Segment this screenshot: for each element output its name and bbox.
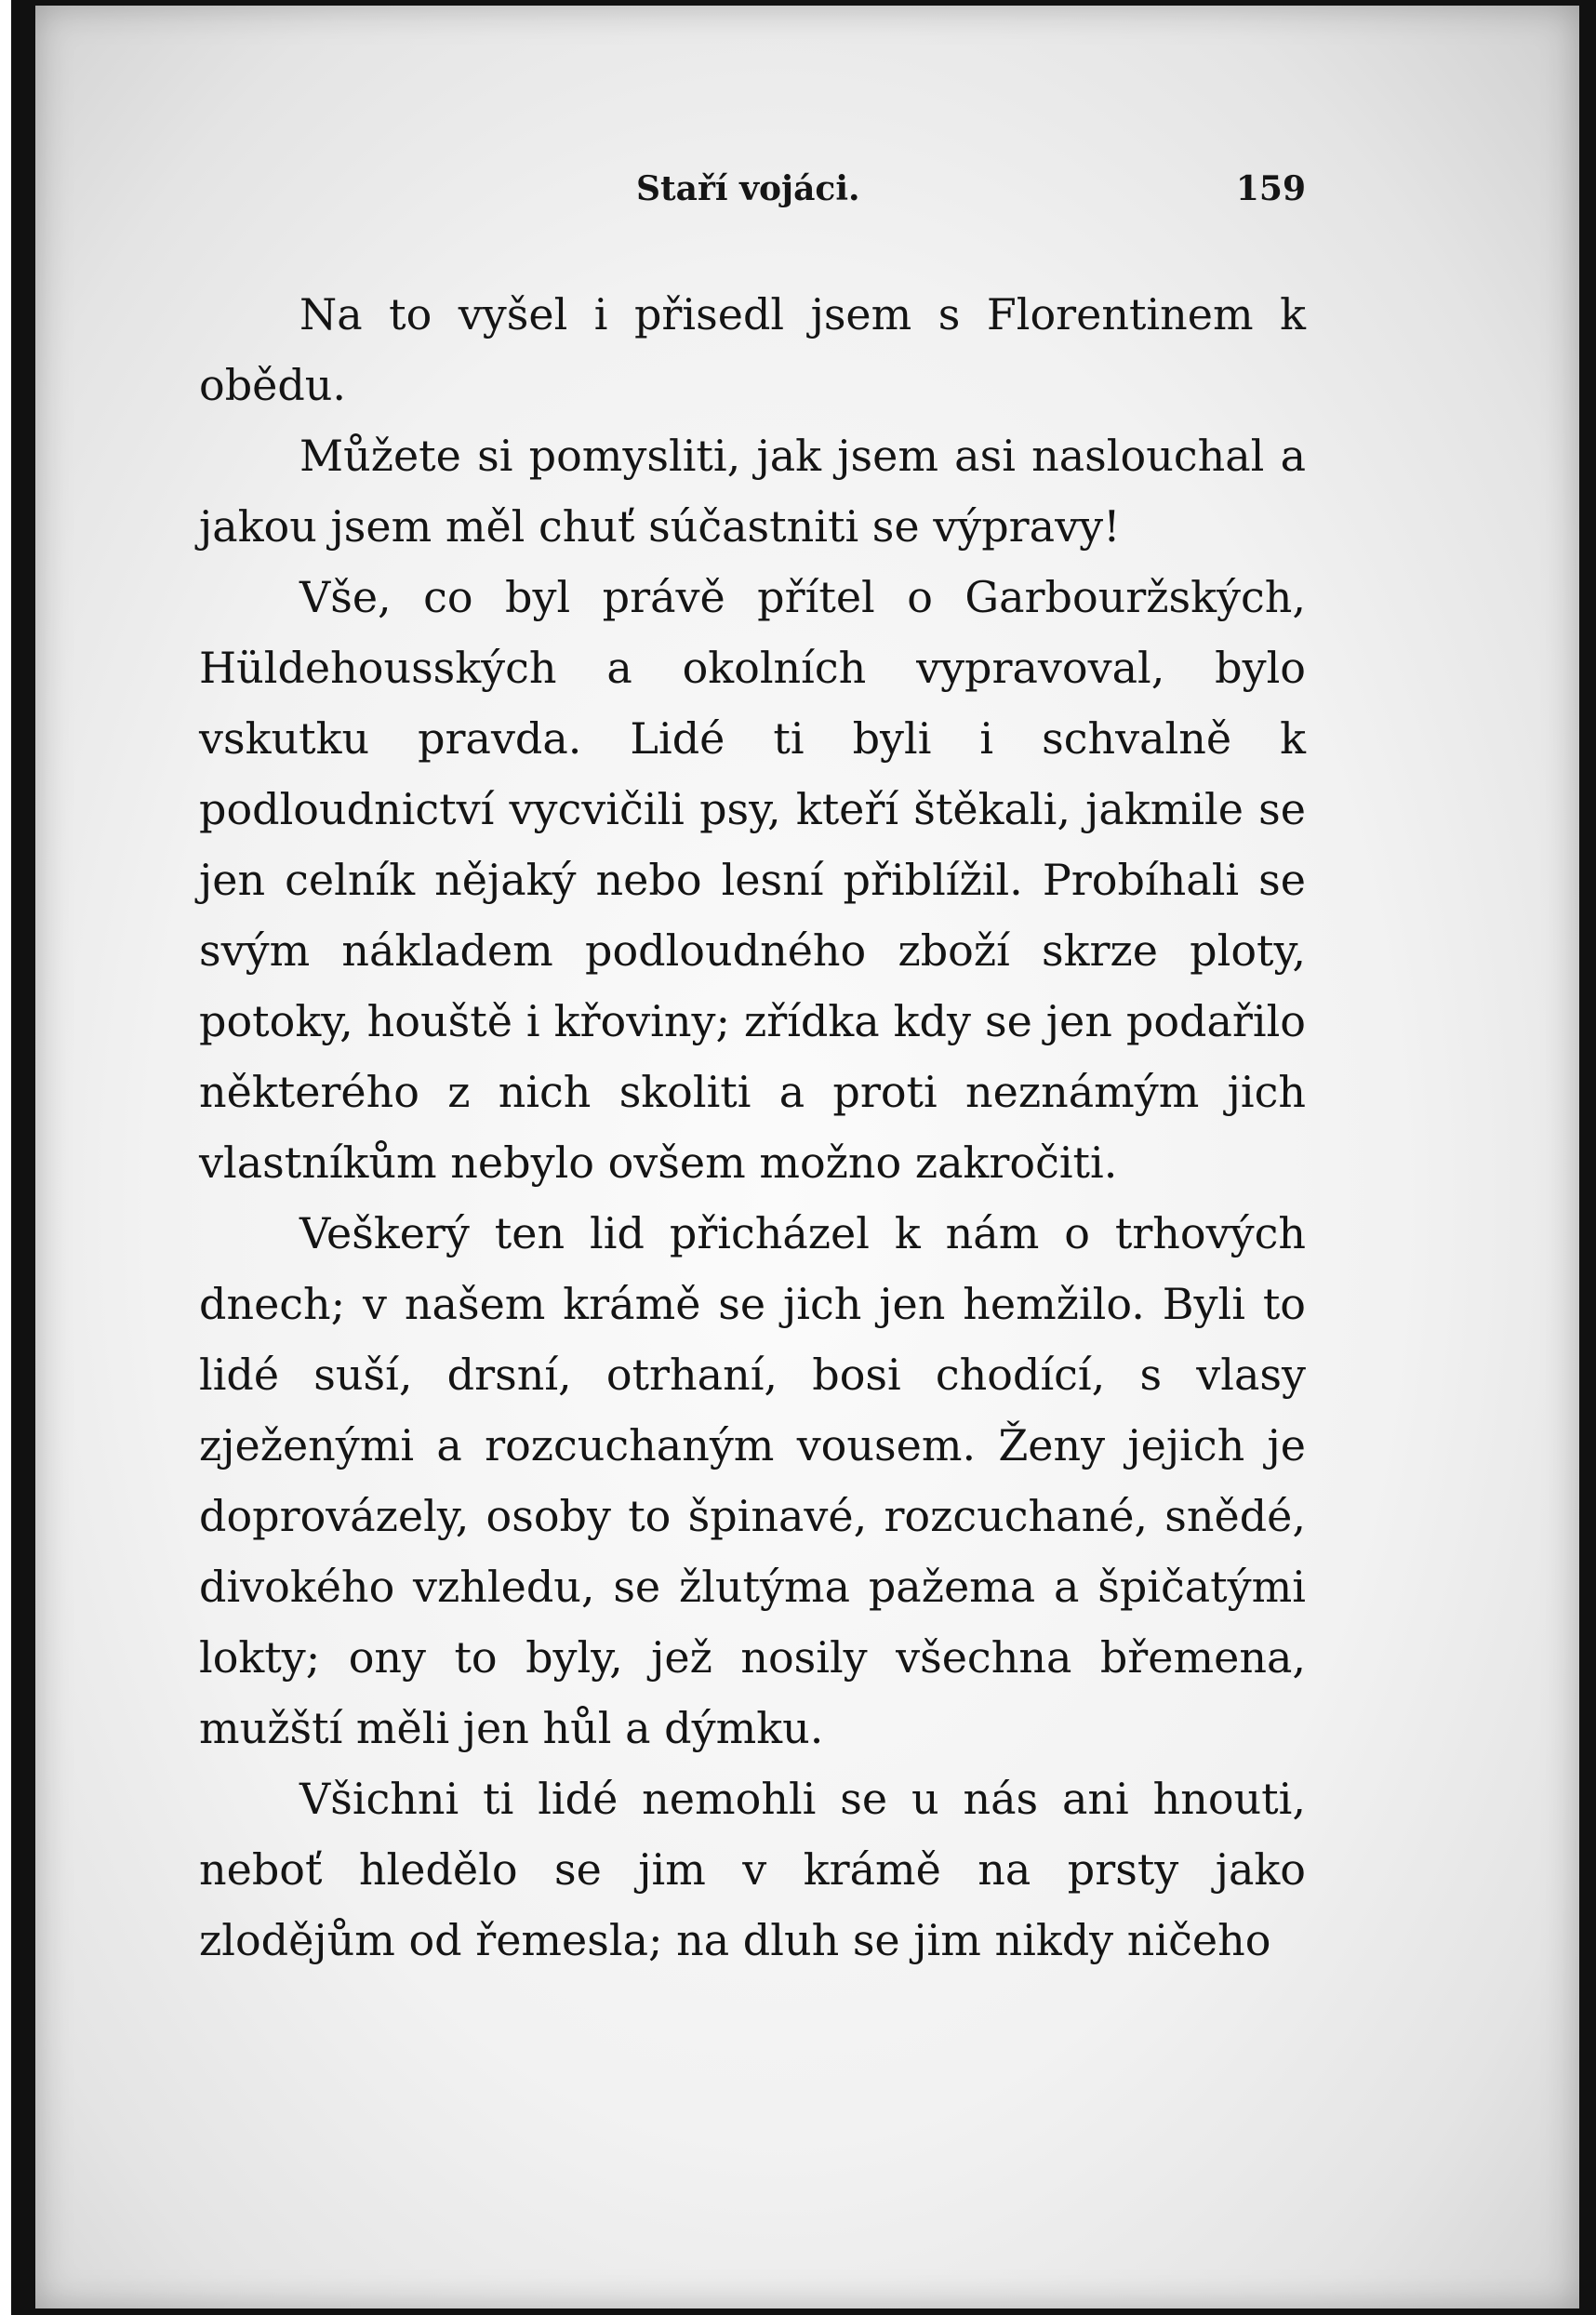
paragraph: Všichni ti lidé nemohli se u nás ani hnouti, neboť hledělo se jim v krámě na prsty jako zlodějům od řemesla; na dluh se jim nikdy ničeho [199, 1774, 1306, 1965]
adjacent-page-edge [0, 0, 11, 2315]
page-number: 159 [1235, 169, 1306, 208]
paragraph: Veškerý ten lid přicházel k nám o trhových dnech; v našem krámě se jich jen hemžilo. Byli to lidé suší, drsní, otrhaní, bosi chodící, s vlasy zježenými a rozcuchaným vousem. Ženy jejich je doprovázely, osoby to špinavé, rozcuchané, snědé, divokého vzhledu, se žlutýma pažema a špičatými lokty; ony to byly, jež nosily všechna břemena, mužští měli jen hůl a dýmku. [199, 1208, 1306, 1753]
body-text [199, 279, 1306, 1976]
running-head [199, 169, 1306, 225]
paragraph: Vše, co byl právě přítel o Garbouržských, Hüldehousských a okolních vypravoval, bylo vskutku pravda. Lidé ti byli i schvalně k podloudnictví vycvičili psy, kteří štěkali, jakmile se jen celník nějaký nebo lesní přiblížil. Probíhali se svým nákladem podloudného zboží skrze ploty, potoky, houště i křoviny; zřídka kdy se jen podařilo některého z nich skoliti a proti neznámým jich vlastníkům nebylo ovšem možno zakročiti. [199, 572, 1306, 1188]
running-title: Staří vojáci. [636, 169, 860, 208]
paragraph: Můžete si pomysliti, jak jsem asi naslouchal a jakou jsem měl chuť súčastniti se výpravy! [199, 431, 1306, 552]
paragraph: Na to vyšel i přisedl jsem s Florentinem k obědu. [199, 289, 1306, 410]
